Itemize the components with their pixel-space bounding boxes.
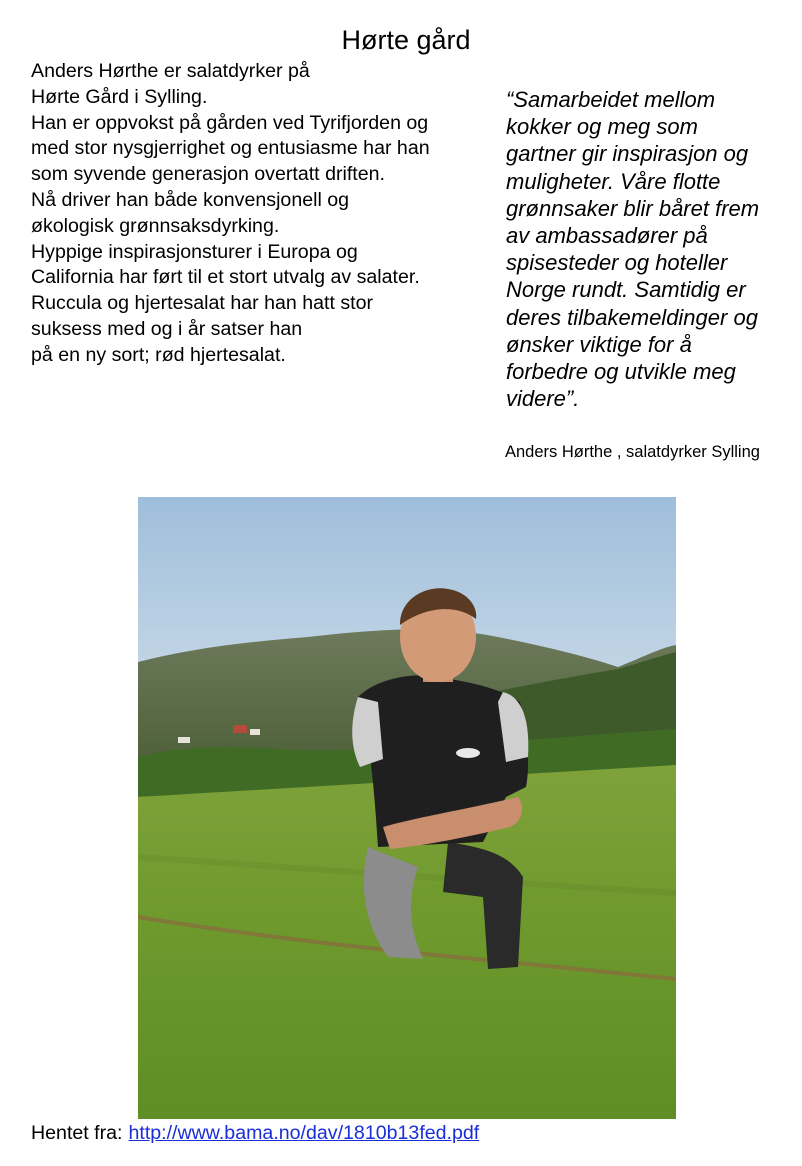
quote-line: forbedre og utvikle meg [506, 359, 736, 385]
quote-line: Norge rundt. Samtidig er [506, 277, 746, 303]
quote-line: muligheter. Våre flotte [506, 168, 721, 194]
quote-line: kokker og meg som [506, 114, 698, 140]
intro-line: som syvende generasjon overtatt driften. [31, 163, 385, 186]
source-link[interactable]: http://www.bama.no/dav/1810b13fed.pdf [128, 1122, 480, 1144]
intro-line: Ruccula og hjertesalat har han hatt stor [31, 292, 374, 315]
intro-line: Anders Hørthe er salatdyrker på [31, 60, 310, 82]
quote-line: ønsker viktige for å [506, 331, 692, 357]
pull-quote [506, 86, 796, 412]
quote-line: videre”. [506, 386, 580, 412]
intro-line: med stor nysgjerrighet og entusiasme har han [31, 137, 430, 160]
intro-line: på en ny sort; rød hjertesalat. [31, 343, 286, 366]
quote-line: spisesteder og hoteller [506, 250, 728, 276]
source-footer [31, 1120, 479, 1146]
intro-line: suksess med og i år satser han [31, 317, 303, 340]
intro-line: Hyppige inspirasjonsturer i Europa og [31, 240, 358, 263]
page-title: Hørte gård [341, 25, 471, 55]
quote-line: “Samarbeidet mellom [506, 87, 716, 112]
quote-line: gartner gir inspirasjon og [506, 141, 749, 167]
farmer-in-field-illustration [138, 497, 676, 1119]
intro-line: Nå driver han både konvensjonell og [31, 188, 350, 211]
quote-line: deres tilbakemeldinger og [506, 304, 758, 330]
quote-attribution: Anders Hørthe , salatdyrker Sylling [505, 443, 760, 461]
intro-line: Hørte Gård i Sylling. [31, 85, 208, 108]
source-label: Hentet fra: [31, 1122, 123, 1144]
quote-line: av ambassadører på [506, 223, 708, 249]
intro-line: økologisk grønnsaksdyrking. [31, 214, 280, 237]
quote-line: grønnsaker blir båret frem [506, 195, 760, 221]
intro-paragraph [31, 59, 501, 369]
farmer-photo [138, 497, 676, 1119]
intro-line: California har ført til et stort utvalg av salater. [31, 266, 420, 289]
intro-line: Han er oppvokst på gården ved Tyrifjorden og [31, 111, 429, 134]
